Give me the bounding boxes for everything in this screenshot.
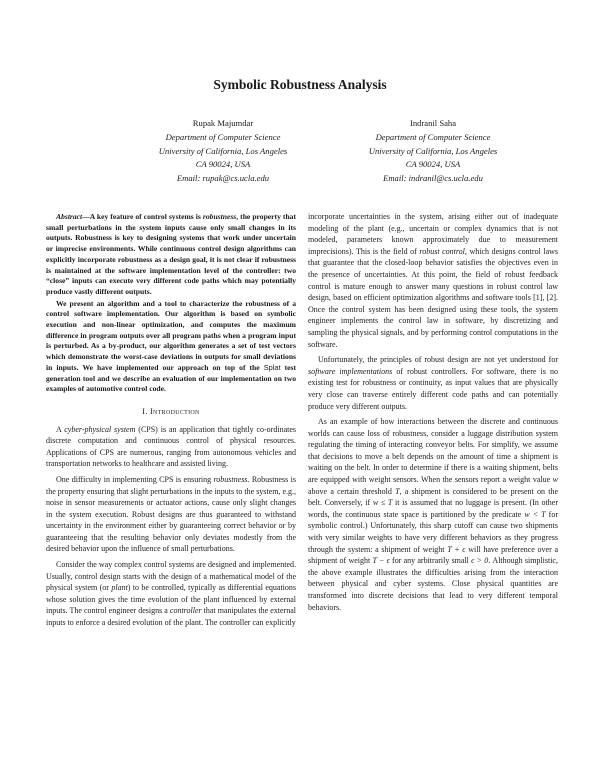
math-expression: ϵ > 0: [471, 556, 489, 566]
body-text: incorporate uncertainties in the system, arising either out of inadequate modeling of the plant (e.g., uncertain or complex dynamics that is not modeled, parameters known approximately due to measurement imprecisions). This is the field of: [308, 212, 558, 256]
body-text: Consider the way complex control systems are designed and implemented. Usually, control design starts with the design of a mathematical model of the physical system (or: [46, 560, 296, 593]
math-symbol: T: [395, 486, 400, 496]
section-number: I.: [142, 406, 148, 416]
tool-name: Splat: [263, 362, 281, 372]
abstract: [46, 212, 296, 395]
intro-paragraph-3: [46, 559, 296, 629]
author-name: Indranil Saha: [409, 118, 457, 128]
section-heading: [46, 406, 296, 418]
body-text: , which designs control laws that guarantee that the closed-loop behavior satisfies the objectives even in the presence of uncertainties. At this point, the field of robust feedback control is mature enough to answer many questions in robust control law design, based on efficient optimization algorithms and software tools [1], [2]. Once the control system has been designed using these tools, the system engineer implements the control law in software, by discretizing and sampling the physical signals, and by performing control computations in the software.: [308, 246, 559, 349]
intro-paragraph-1: [46, 424, 296, 470]
body-emphasis: robust control: [419, 246, 465, 256]
abstract-text: —A key feature of control systems is: [82, 212, 203, 221]
body-text: ) to be controlled, typically as differential equations whose solution gives the time evolution of the plant influenced by external inputs. The control engineer designs a: [46, 583, 296, 616]
paper-title: Symbolic Robustness Analysis: [213, 77, 387, 92]
body-emphasis: cyber-physical system: [64, 424, 136, 434]
intro-paragraph-4: [308, 211, 558, 350]
body-text: . Robustness is the property ensuring that slight perturbations in the inputs to the system, e.g., noise in sensor measurements or actuator actions, cause only slight changes in the system execution. Robust designs are thus guaranteed to withstand uncertainty in the environment either by guaranteeing correct behavior or by guaranteeing that the resulting behavior only deviates modestly from the desired behavior upon the influence of small perturbations.: [46, 474, 296, 554]
body-text: . Although simplistic, the above example illustrates the difficulties arising from the interaction between physical and cyber systems. Close physical quantities are transformed into discrete decisions that lead to very different temporal behaviors.: [308, 556, 558, 612]
abstract-emphasis: robustness: [202, 212, 237, 221]
author-university: University of California, Los Angeles: [158, 145, 288, 156]
math-expression: w ≤ T: [372, 498, 393, 508]
body-text: (CPS) is an application that tightly co-ordinates discrete computation and continuous control of physical resources. Applications of CPS are numerous, ranging from autonomous vehicles and transportation networks to healthcare and assisted living.: [46, 424, 297, 469]
body-text: it is assumed that no luggage is present. (In other words, the continuous state space is partitioned by the predicate: [308, 498, 558, 519]
body-text: A: [56, 424, 65, 434]
abstract-text: , the property that small perturbations in the system inputs cause only small changes in its outputs. Robustness is key to designing systems that work under uncertain or imprecise environments. While continuous control design algorithms can explicitly incorporate robustness as a design goal, it is not clear if robustness is maintained at the software implementation level of the controller: two “close” inputs can execute very different code paths which may potentially produce vastly different outputs.: [46, 212, 296, 296]
body-emphasis: controller: [169, 606, 202, 616]
body-emphasis: software implementations: [308, 366, 393, 376]
math-expression: T + ϵ: [447, 544, 466, 554]
body-text: for symbolic control.) Unfortunately, this sharp cutoff can cause two shipments with very similar weights to have very different behaviors as they progress through the system: a shipment of weight: [308, 509, 558, 554]
body-text: One difficulty in implementing CPS is ensuring: [56, 474, 214, 484]
intro-paragraph-6: [308, 416, 558, 613]
body-emphasis: robustness: [213, 474, 248, 484]
author-block-2: [318, 117, 548, 186]
abstract-text: test generation tool and we describe an evaluation of our implementation on two examples of automotive control code.: [46, 362, 296, 394]
math-expression: T − ϵ: [372, 556, 390, 566]
author-university: University of California, Los Angeles: [368, 145, 498, 156]
author-location: CA 90024, USA: [405, 159, 461, 170]
right-column: [308, 211, 558, 617]
author-email: Email: rupak@cs.ucla.edu: [176, 173, 270, 184]
body-text: for any arbitrarily small: [389, 556, 472, 566]
author-block-1: [108, 117, 338, 186]
body-text: Unfortunately, the principles of robust design are not yet understood for: [318, 355, 558, 365]
author-department: Department of Computer Science: [375, 131, 491, 142]
body-text: above a certain threshold: [308, 486, 396, 496]
author-email: Email: indranil@cs.ucla.edu: [383, 173, 483, 184]
body-text: that manipulates the external inputs to enforce a desired evolution of the plant. The controller can explicitly: [46, 606, 296, 628]
abstract-label: Abstract: [56, 212, 83, 221]
body-text: will have preference over a shipment of weight: [308, 544, 558, 566]
body-text: of robust controllers. For software, there is no existing test for robustness or continuity, as input values that are physically very close can traverse entirely different code paths and can potentially produce very different outputs.: [308, 366, 558, 411]
math-expression: w < T: [524, 509, 546, 519]
body-text: , a shipment is considered to be present on the belt. Conversely, if: [308, 486, 558, 508]
left-column: [46, 212, 296, 633]
body-text: As an example of how interactions between the discrete and continuous worlds can cause loss of robustness, consider a luggage distribution system regulating the timing of interacting conveyor belts. For simplify, we assume that decisions to move a belt depends on the amount of time a shipment is waiting on the belt. In order to determine if there is a waiting shipment, belts are equipped with weight sensors. When the sensors report a weight value: [308, 417, 558, 485]
abstract-paragraph-2: [46, 299, 296, 395]
author-location: CA 90024, USA: [195, 159, 251, 170]
intro-paragraph-5: [308, 354, 558, 412]
body-emphasis: plant: [111, 583, 128, 593]
intro-paragraph-2: [46, 474, 296, 555]
author-department: Department of Computer Science: [165, 131, 281, 142]
abstract-paragraph-1: [46, 212, 296, 298]
section-title: Introduction: [150, 406, 200, 416]
author-name: Rupak Majumdar: [192, 118, 254, 128]
math-symbol: w: [552, 475, 558, 485]
abstract-text: We present an algorithm and a tool to characterize the robustness of a control software implementation. Our algorithm is based on symbolic execution and non-linear optimization, and computes the maximum difference in program outputs over all program paths when a program input is perturbed. As a by-product, our algorithm generates a set of test vectors which demonstrate the worst-case deviations in outputs for small deviations in inputs. We have implemented our approach on top of the: [46, 298, 296, 372]
